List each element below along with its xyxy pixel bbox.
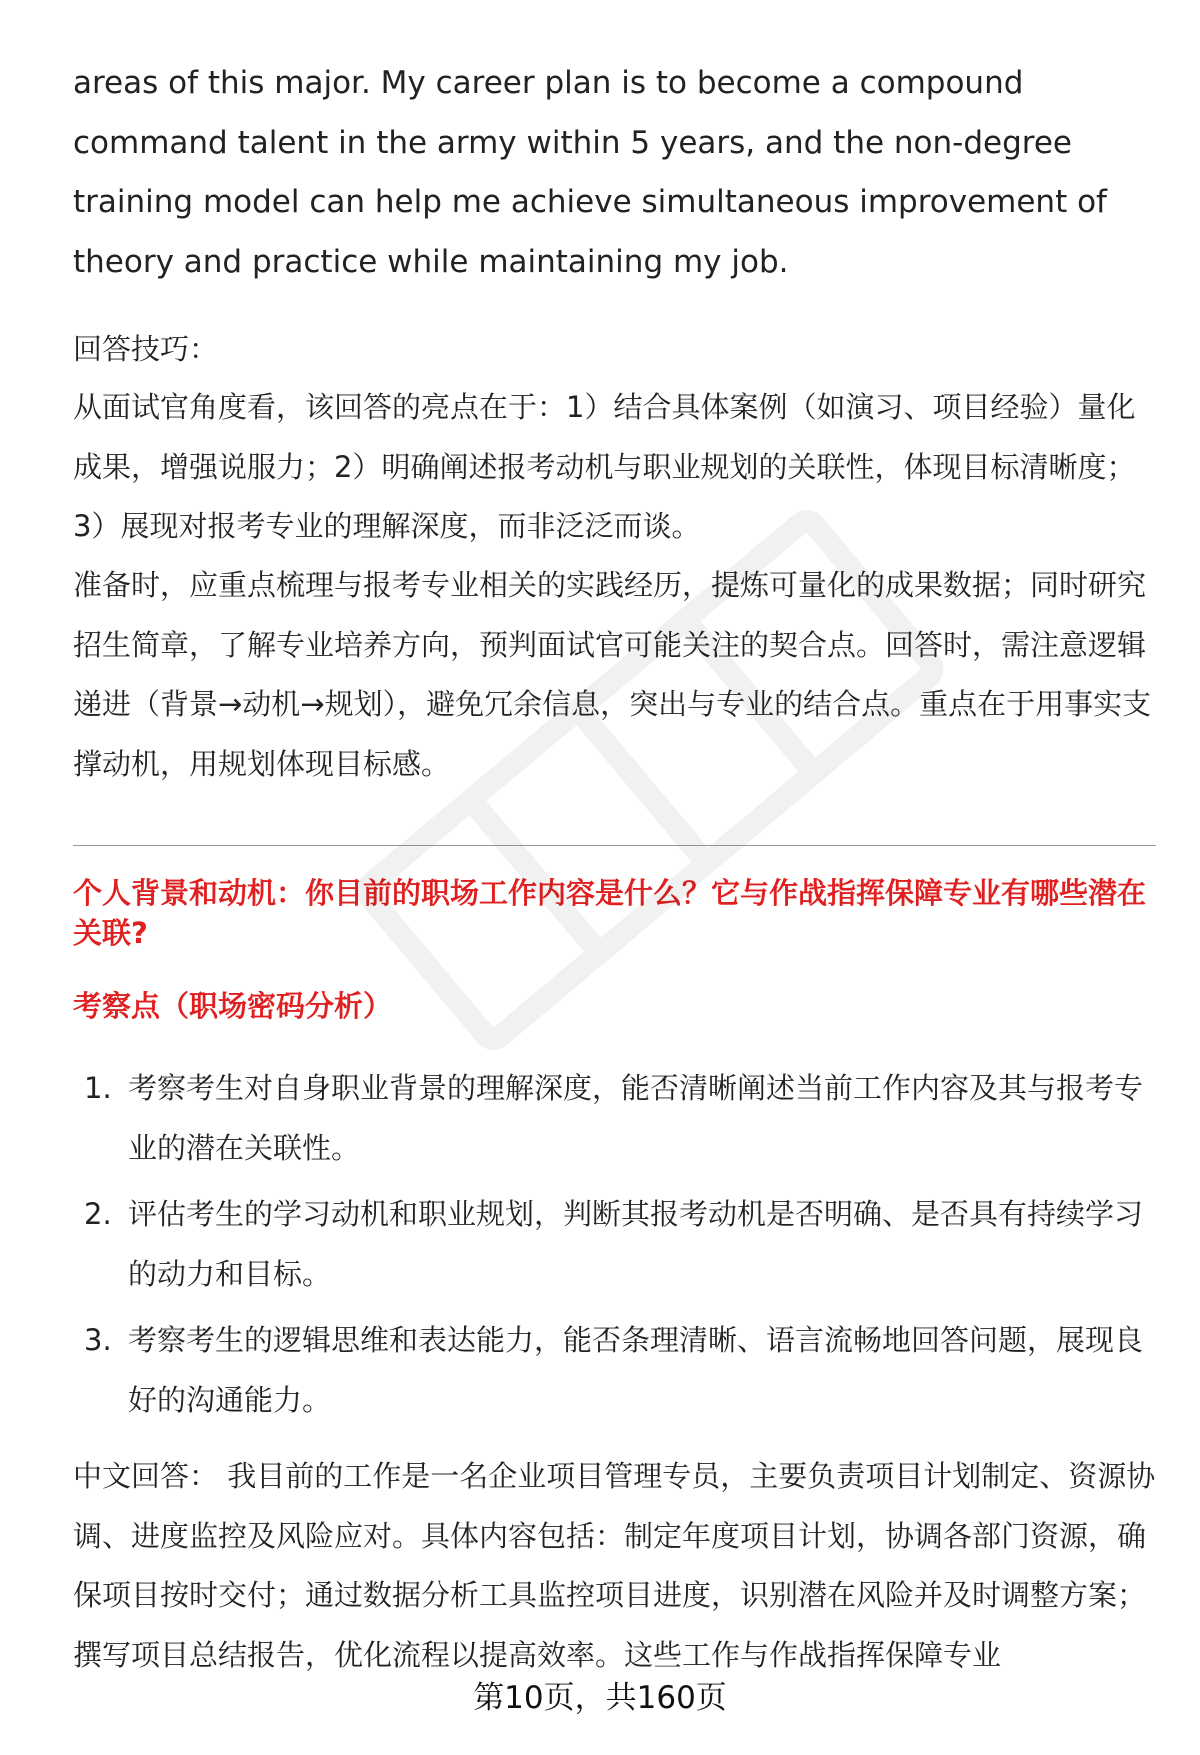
list-number: 2. [84, 1197, 112, 1231]
list-item [73, 1059, 1156, 1178]
answer-paragraph: 中文回答： 我目前的工作是一名企业项目管理专员，主要负责项目计划制定、资源协调、进度监控及风险应对。具体内容包括：制定年度项目计划，协调各部门资源，确保项目按时交付；通过数据分析工具监控项目进度，识别潜在风险并及时调整方案；撰写项目总结报告，优化流程以提高效率。这些工作与作战指挥保障专业 [73, 1459, 1156, 1672]
tips-paragraph-1: 从面试官角度看，该回答的亮点在于：1）结合具体案例（如演习、项目经验）量化成果，增强说服力；2）明确阐述报考动机与职业规划的关联性，体现目标清晰度；3）展现对报考专业的理解深度，而非泛泛而谈。 [73, 390, 1136, 543]
focus-points-list [73, 1059, 1156, 1437]
section-divider [73, 845, 1156, 846]
page-footer: 第10页，共160页 [473, 1680, 727, 1716]
question-heading: 个人背景和动机：你目前的职场工作内容是什么？它与作战指挥保障专业有哪些潜在关联? [73, 876, 1147, 950]
focus-title: 考察点（职场密码分析） [73, 989, 393, 1023]
tips-label: 回答技巧： [73, 332, 219, 366]
intro-paragraph: areas of this major. My career plan is to become a compound command talent in the army within 5 years, and the non-degree training model can help me achieve simultaneous improvement of theory and practice while maintaining my job. [73, 65, 1107, 280]
list-item [73, 1185, 1156, 1304]
list-item-text: 考察考生对自身职业背景的理解深度，能否清晰阐述当前工作内容及其与报考专业的潜在关联性。 [128, 1071, 1144, 1165]
list-number: 1. [84, 1071, 112, 1105]
tips-paragraph-2: 准备时，应重点梳理与报考专业相关的实践经历，提炼可量化的成果数据；同时研究招生简章，了解专业培养方向，预判面试官可能关注的契合点。回答时，需注意逻辑递进（背景→动机→规划），避免冗余信息，突出与专业的结合点。重点在于用事实支撑动机，用规划体现目标感。 [73, 568, 1152, 781]
list-item-text: 考察考生的逻辑思维和表达能力，能否条理清晰、语言流畅地回答问题，展现良好的沟通能力。 [128, 1323, 1144, 1417]
list-item [73, 1311, 1156, 1430]
list-item-text: 评估考生的学习动机和职业规划，判断其报考动机是否明确、是否具有持续学习的动力和目标。 [128, 1197, 1144, 1291]
list-number: 3. [84, 1323, 112, 1357]
